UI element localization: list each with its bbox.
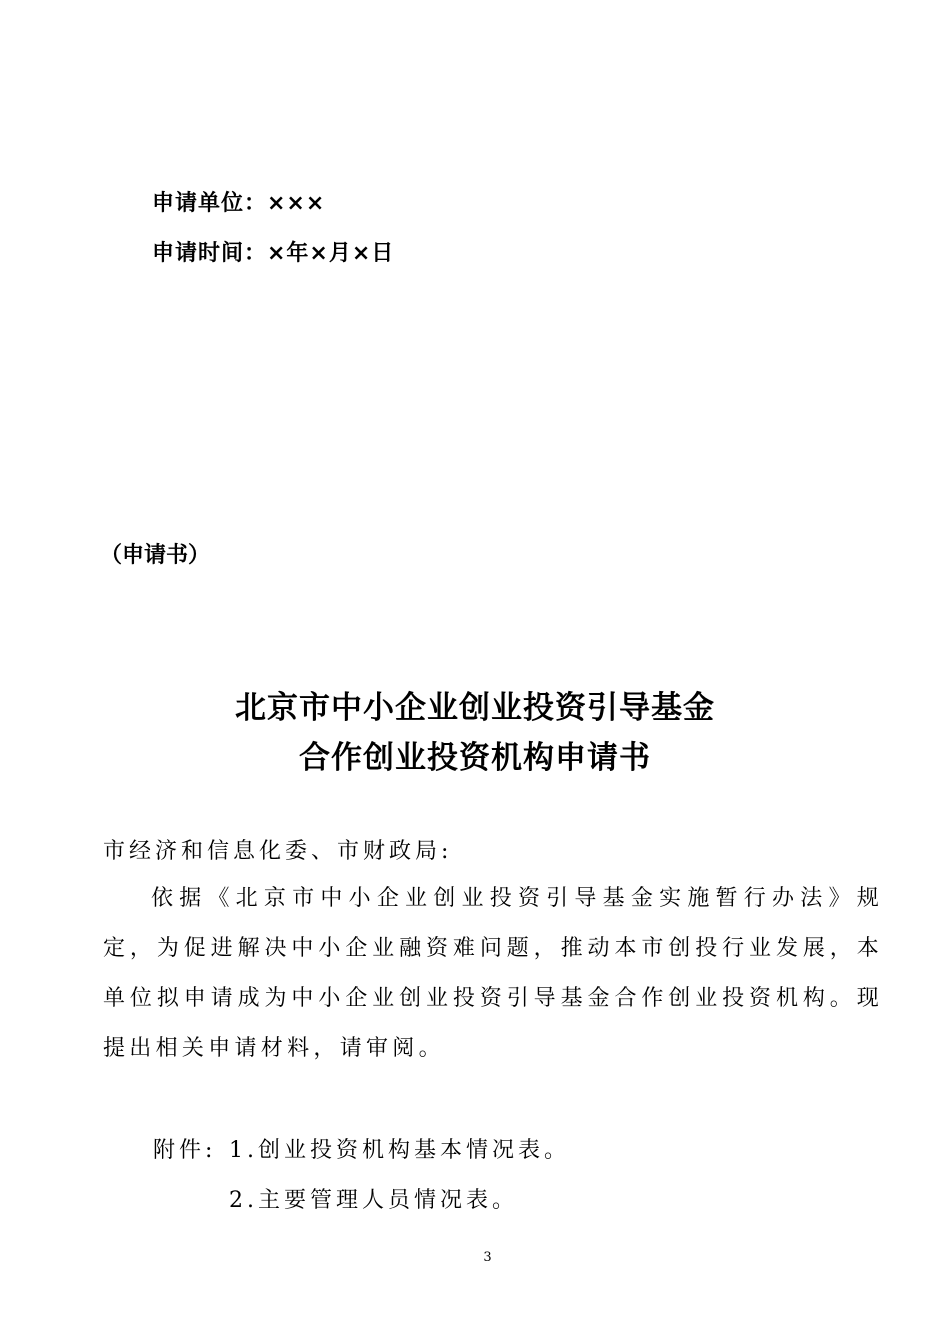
applicant-unit: 申请单位：××× bbox=[152, 191, 326, 216]
application-time: 申请时间：×年×月×日 bbox=[152, 241, 395, 266]
section-label: （申请书） bbox=[100, 543, 211, 568]
attachments-label: 附件: bbox=[153, 1138, 217, 1163]
document-title-line-2: 合作创业投资机构申请书 bbox=[299, 740, 651, 776]
attachment-item: 1.创业投资机构基本情况表。 bbox=[229, 1138, 570, 1163]
attachment-item: 2.主要管理人员情况表。 bbox=[229, 1188, 518, 1213]
letter-body: 依据《北京市中小企业创业投资引导基金实施暂行办法》规定，为促进解决中小企业融资难问题，推动本市创投行业发展，本单位拟申请成为中小企业创业投资引导基金合作创业投资机构。现提出相关申请材料，请审阅。 bbox=[103, 886, 883, 1061]
document-title-line-1: 北京市中小企业创业投资引导基金 bbox=[235, 690, 715, 726]
page-number: 3 bbox=[483, 1250, 492, 1265]
letter-salutation: 市经济和信息化委、市财政局: bbox=[103, 839, 453, 864]
